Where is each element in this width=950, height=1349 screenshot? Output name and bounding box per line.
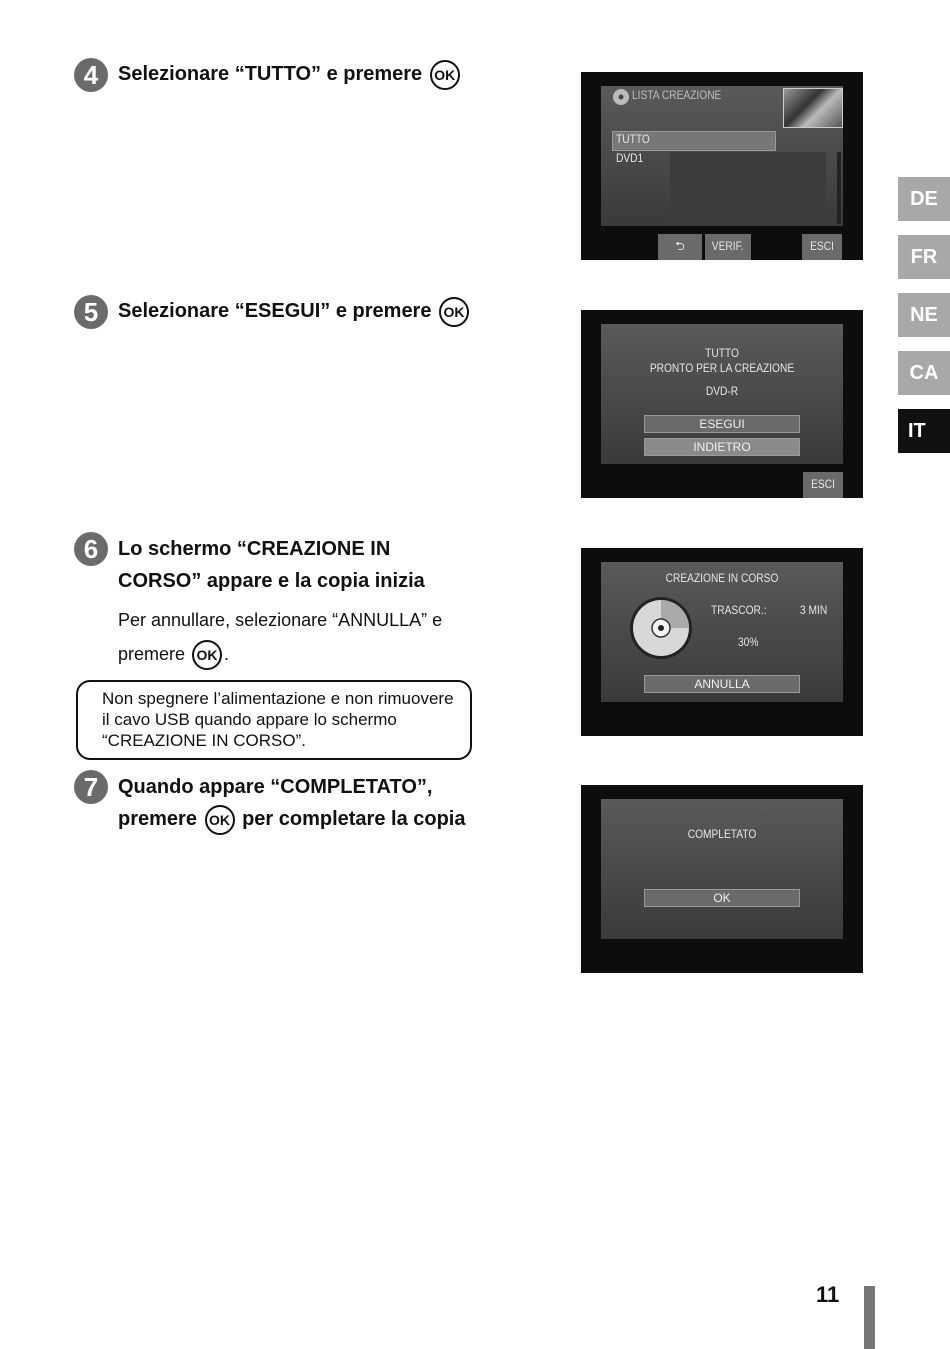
lang-tab-ca[interactable]: CA <box>898 351 950 395</box>
step-4-text: Selezionare “TUTTO” e premere <box>118 63 423 85</box>
step-number-5: 5 <box>74 295 108 329</box>
step-7-heading <box>118 771 465 835</box>
list-item-dvd1[interactable]: DVD1 <box>616 151 644 165</box>
step-6-line2: CORSO” appare e la copia inizia <box>118 570 425 592</box>
esci-button[interactable]: ESCI <box>802 234 842 260</box>
screen-title: LISTA CREAZIONE <box>632 88 722 102</box>
scrollbar[interactable] <box>837 152 841 224</box>
step-4-heading <box>118 58 462 90</box>
lang-tab-ne[interactable]: NE <box>898 293 950 337</box>
back-button[interactable] <box>658 234 702 260</box>
esci-button[interactable]: ESCI <box>803 472 843 498</box>
step-5-text: Selezionare “ESEGUI” e premere <box>118 300 432 322</box>
screen-completato <box>581 785 863 973</box>
remaining-value: 3 MIN <box>800 603 828 617</box>
screen-panel <box>601 799 843 939</box>
thumbnail-image <box>783 88 843 128</box>
disc-icon <box>612 88 630 106</box>
list-item-tutto[interactable]: TUTTO <box>616 132 650 146</box>
indietro-button[interactable]: INDIETRO <box>644 438 800 456</box>
step-6-heading <box>118 533 425 597</box>
step-5-heading <box>118 295 471 327</box>
step-6-body-line1: Per annullare, selezionare “ANNULLA” e <box>118 610 443 630</box>
step-number-6: 6 <box>74 532 108 566</box>
warning-note: Non spegnere l’alimentazione e non rimuovere il cavo USB quando appare lo schermo “CREAZIONE IN CORSO”. <box>76 680 472 760</box>
screen-line-pronto: PRONTO PER LA CREAZIONE <box>649 361 795 375</box>
step-6-line1: Lo schermo “CREAZIONE IN <box>118 538 391 560</box>
step-6-body-line2: premere OK . <box>118 637 442 671</box>
step-7-line1: Quando appare “COMPLETATO”, <box>118 776 433 798</box>
screen-lista-creazione <box>581 72 863 260</box>
step-number-7: 7 <box>74 770 108 804</box>
screen-pronto <box>581 310 863 498</box>
ok-button-icon: OK <box>439 297 469 327</box>
list-preview-area <box>670 152 826 224</box>
verif-button[interactable]: VERIF. <box>705 234 751 260</box>
step-6-body <box>118 603 442 671</box>
ok-button-icon: OK <box>205 805 235 835</box>
back-arrow-icon: ⮌ <box>675 239 685 253</box>
screen-creazione-in-corso <box>581 548 863 736</box>
screen-title: COMPLETATO <box>687 827 757 841</box>
ok-button-icon: OK <box>192 640 222 670</box>
page-edge-bar <box>864 1286 875 1349</box>
annulla-button[interactable]: ANNULLA <box>644 675 800 693</box>
screen-title: CREAZIONE IN CORSO <box>665 571 779 585</box>
esegui-button[interactable]: ESEGUI <box>644 415 800 433</box>
step-number-4: 4 <box>74 58 108 92</box>
screen-line-dvdr: DVD-R <box>705 384 739 398</box>
ok-button[interactable]: OK <box>644 889 800 907</box>
progress-value: 30% <box>738 635 759 649</box>
remaining-label: TRASCOR.: <box>711 603 767 617</box>
page-number: 11 <box>816 1282 840 1307</box>
step-7-line2: premere OK per completare la copia <box>118 803 465 835</box>
screen-line-tutto: TUTTO <box>705 346 739 360</box>
lang-tab-de[interactable]: DE <box>898 177 950 221</box>
ok-button-icon: OK <box>430 60 460 90</box>
lang-tab-it[interactable]: IT <box>898 409 950 453</box>
lang-tab-fr[interactable]: FR <box>898 235 950 279</box>
disc-icon <box>629 596 693 660</box>
